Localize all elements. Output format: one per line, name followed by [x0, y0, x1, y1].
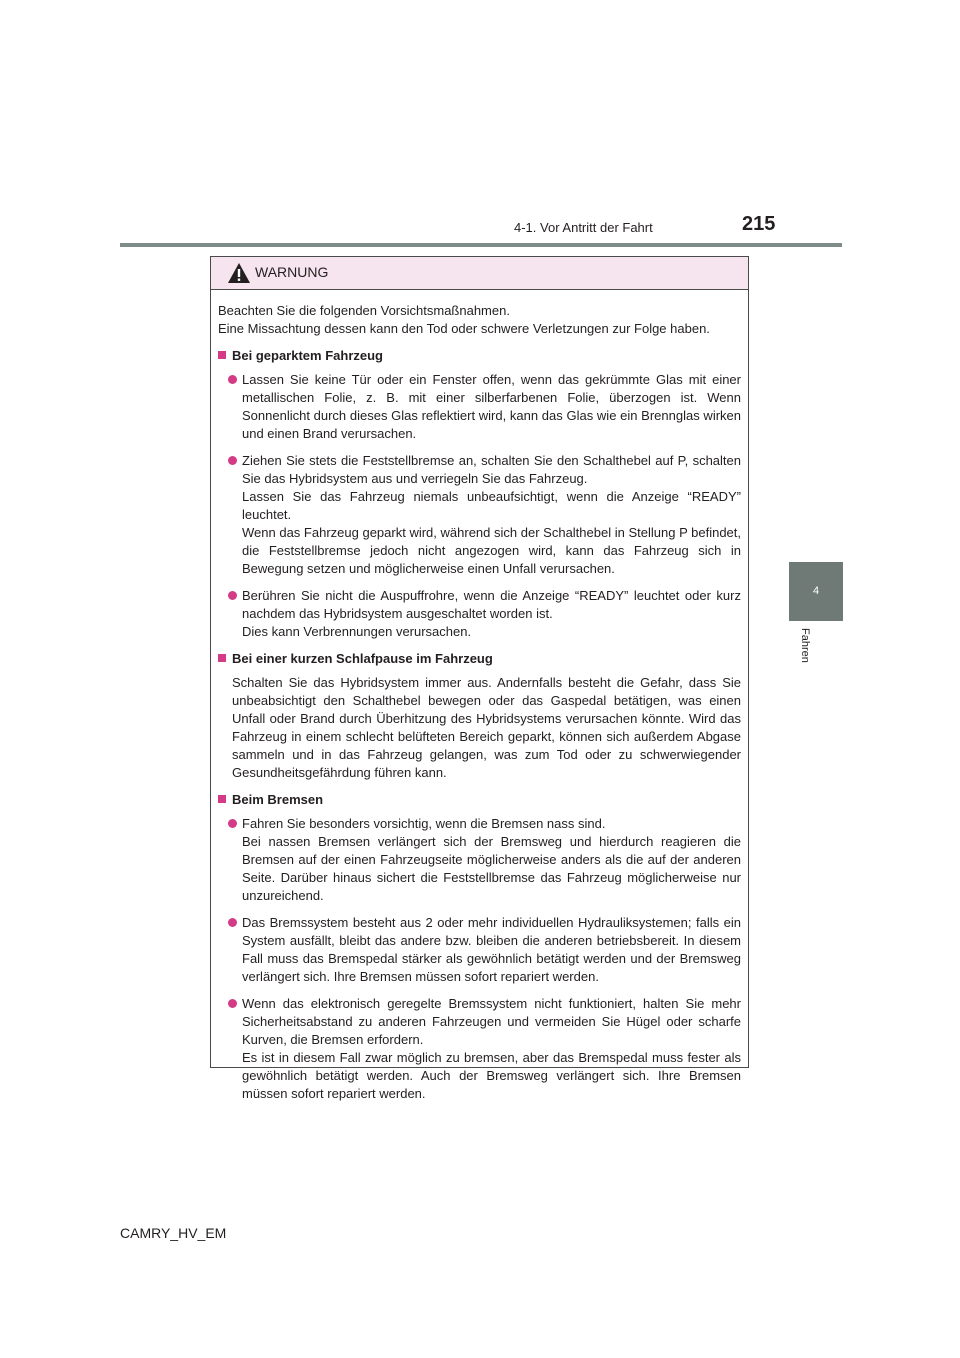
header-rule — [120, 243, 842, 247]
warning-triangle-icon — [227, 262, 251, 284]
warning-intro — [218, 302, 741, 338]
list-item: Fahren Sie besonders vorsichtig, wenn die Bremsen nass sind. Bei nassen Bremsen verlängert sich der Bremsweg und hierdurch reagieren die Bremsen auf der einen Fahrzeugseite möglicherweise anders als die auf der anderen Seite. Darüber hinaus sichert die Feststellbremse das Fahrzeug möglicherweise nur unzureichend. — [218, 815, 741, 905]
circle-bullet-icon — [228, 375, 237, 384]
circle-bullet-icon — [228, 918, 237, 927]
list-item: Wenn das elektronisch geregelte Bremssystem nicht funktioniert, halten Sie mehr Sicherheitsabstand zu anderen Fahrzeugen und vermeiden Sie Hügel oder scharfe Kurven, die Bremsen erfordern. Es ist in diesem Fall zwar möglich zu bremsen, aber das Bremspedal muss fester als gewöhnlich betätigt werden. Auch der Bremsweg verlängert sich. Ihre Bremsen müssen sofort repariert werden. — [218, 995, 741, 1103]
circle-bullet-icon — [228, 456, 237, 465]
chapter-number: 4 — [812, 585, 820, 597]
circle-bullet-icon — [228, 591, 237, 600]
warning-title: WARNUNG — [255, 264, 329, 280]
page-number: 215 — [742, 213, 776, 235]
circle-bullet-icon — [228, 819, 237, 828]
section-heading: Bei geparktem Fahrzeug — [218, 347, 741, 365]
chapter-label: Fahren — [799, 628, 811, 663]
chapter-tab — [789, 562, 843, 621]
header-section-title: 4-1. Vor Antritt der Fahrt — [514, 220, 653, 235]
list-item: Berühren Sie nicht die Auspuffrohre, wenn die Anzeige “READY” leuchtet oder kurz nachdem das Hybridsystem ausgeschaltet worden ist. Dies kann Verbrennungen verursachen. — [218, 587, 741, 641]
warning-box — [210, 256, 749, 1101]
circle-bullet-icon — [228, 999, 237, 1008]
section-heading: Bei einer kurzen Schlafpause im Fahrzeug — [218, 650, 741, 668]
section-heading: Beim Bremsen — [218, 791, 741, 809]
list-item: Lassen Sie keine Tür oder ein Fenster offen, wenn das gekrümmte Glas mit einer metallischen Folie, z. B. mit einer silberfarbenen Folie, überzogen ist. Wenn Sonnenlicht durch dieses Glas reflektiert wird, kann das Glas wie ein Brennglas wirken und einen Brand verursachen. — [218, 371, 741, 443]
list-item: Das Bremssystem besteht aus 2 oder mehr individuellen Hydrauliksystemen; falls ein System ausfällt, bleibt das andere bzw. bleiben die anderen betriebsbereit. In diesem Fall muss das Bremspedal stärker als gewöhnlich betätigt werden und der Bremsweg verlängert sich. Ihre Bremsen müssen sofort repariert werden. — [218, 914, 741, 986]
square-bullet-icon — [218, 351, 226, 359]
square-bullet-icon — [218, 654, 226, 662]
list-item: Ziehen Sie stets die Feststellbremse an, schalten Sie den Schalthebel auf P, schalten Sie das Hybridsystem aus und verriegeln Sie das Fahrzeug. Lassen Sie das Fahrzeug niemals unbeaufsichtigt, wenn die Anzeige “READY” leuchtet. Wenn das Fahrzeug geparkt wird, während sich der Schalthebel in Stellung P befindet, die Feststellbremse jedoch nicht angezogen wird, kann das Fahrzeug sich in Bewegung setzen und möglicherweise einen Unfall verursachen. — [218, 452, 741, 578]
document-code: CAMRY_HV_EM — [120, 1225, 227, 1241]
intro-line: Beachten Sie die folgenden Vorsichtsmaßnahmen. — [218, 303, 510, 318]
intro-line: Eine Missachtung dessen kann den Tod oder schwere Verletzungen zur Folge haben. — [218, 321, 710, 336]
section-paragraph: Schalten Sie das Hybridsystem immer aus. Andernfalls besteht die Gefahr, dass Sie unbeabsichtigt den Schalthebel bewegen oder das Gaspedal betätigen, was einen Unfall oder Brand durch Überhitzung des Hybridsystems verursachen könnte. Wird das Fahrzeug in einem schlecht belüfteten Bereich geparkt, können sich außerdem Abgase sammeln und in das Fahrzeug gelangen, was zum Tod oder zu schwerwiegender Gesundheitsgefährdung führen kann. — [232, 675, 741, 780]
square-bullet-icon — [218, 795, 226, 803]
warning-header — [211, 257, 748, 290]
warning-body — [211, 290, 748, 1103]
